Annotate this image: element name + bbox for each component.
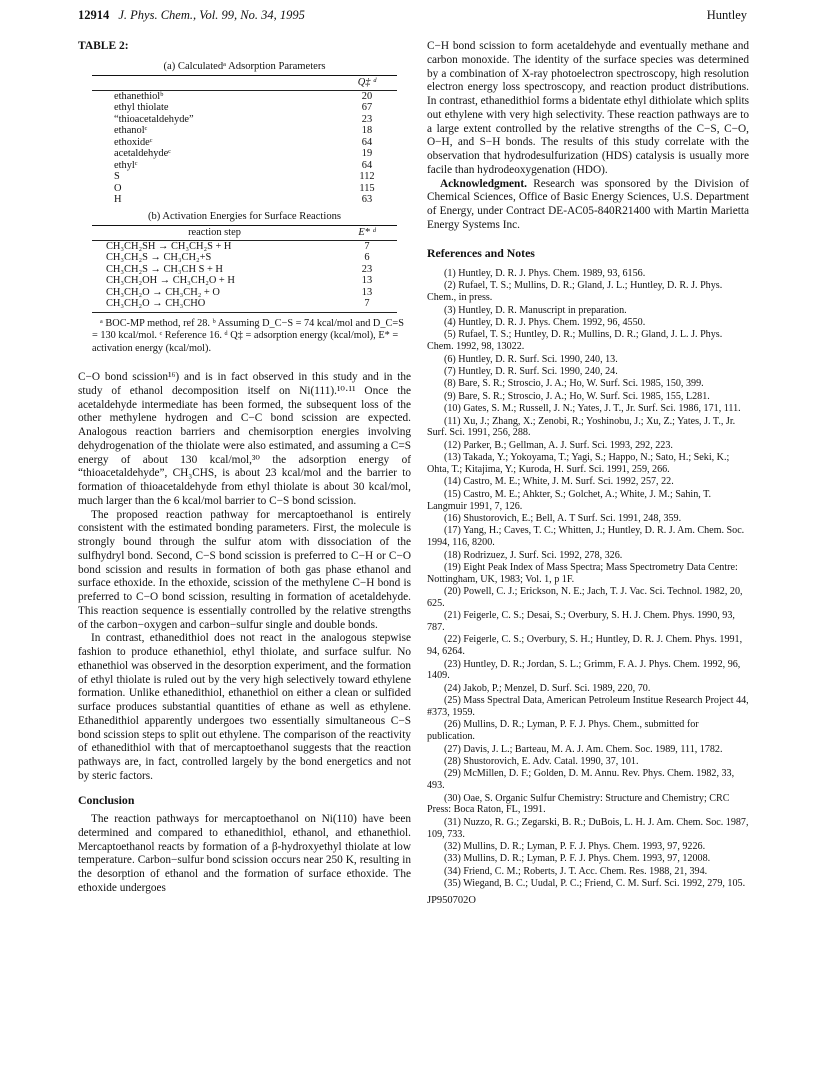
adsorption-value: 115 xyxy=(359,182,375,194)
reference-item: (14) Castro, M. E.; White, J. M. Surf. Sci. 1992, 257, 22. xyxy=(444,476,674,488)
table-row xyxy=(92,275,397,287)
paragraph: The proposed reaction pathway for mercaptoethanol is entirely consistent with the estimated bonding parameters. First, the molecule is strongly bound through the sulfur atom with dissociation of the sulfhydryl bond. Second, C−S bond scission is preferred to C−H or C−O bond scission and results in formation of both gas phase ethanol and surface ethoxide. In the ethoxide, scission of the methylene C−H bond is preferred to C−O bond scission, resulting in formation of acetaldehyde. This reaction sequence is essentially controlled by the relative strengths of the carbon−oxygen and carbon−sulfur single and double bonds. xyxy=(78,508,411,631)
column-header-q: Q‡ ᵈ xyxy=(357,77,377,89)
table-row xyxy=(92,264,397,276)
reference-item: (21) Feigerle, C. S.; Desai, S.; Overbury, S. H. J. Chem. Phys. 1990, 93, 787. xyxy=(427,610,735,634)
reference-item: (28) Shustorovich, E. Adv. Catal. 1990, 37, 101. xyxy=(444,756,639,767)
reference-item: (33) Mullins, D. R.; Lyman, P. F. J. Phys. Chem. 1993, 97, 12008. xyxy=(444,853,711,865)
reference-item: (5) Rufael, T. S.; Huntley, D. R.; Mullins, D. R.; Gland, J. L. J. Phys. Chem. 1992, 98, 13022. xyxy=(427,329,723,353)
acknowledgment-label: Acknowledgment. xyxy=(440,177,527,190)
page-header xyxy=(78,8,747,24)
species-name: ethylᶜ xyxy=(114,159,138,171)
reaction-step: CH₃CH₂S → CH₃CH S + H xyxy=(106,263,223,275)
reference-item: (11) Xu, J.; Zhang, X.; Zenobi, R.; Yoshinobu, J.; Xu, Z.; Yates, J. T., Jr. Surf. Sci. 1991, 256, 288. xyxy=(427,415,736,439)
activation-table xyxy=(92,226,397,240)
species-name: O xyxy=(114,182,122,194)
reference-item: (23) Huntley, D. R.; Jordan, S. L.; Grimm, F. A. J. Phys. Chem. 1992, 96, 1409. xyxy=(427,658,741,682)
table-row xyxy=(92,102,397,114)
paragraph: In contrast, ethanedithiol does not react in the analogous stepwise fashion to produce ethanethiol, ethyl thiolate, and surface sulfur. No ethanethiol was observed in the desorption experiment, and the formation of ethyl thiolate is ruled out by the very high selectively toward ethylene formation. Unlike ethanedithiol, ethanethiol on either a clean or sulfided surface produces substantial quantities of ethane as well as ethylene. Ethanedithiol apparently undergoes two essentially simultaneous C−S bond scission steps to split out ethylene. The comparison of the reactivity of ethanedithiol with that of mercaptoethanol suggests that the reaction pathways are, in fact, controlled largely by the bond energetics and not by steric factors. xyxy=(78,632,411,782)
species-name: ethanolᶜ xyxy=(114,125,148,137)
reference-item: (35) Wiegand, B. C.; Uudal, P. C.; Friend, C. M. Surf. Sci. 1992, 279, 105. xyxy=(444,878,746,890)
reference-item: (10) Gates, S. M.; Russell, J. N.; Yates, J. T., Jr. Surf. Sci. 1986, 171, 111. xyxy=(444,403,741,415)
table-part-b-title: (b) Activation Energies for Surface Reactions xyxy=(147,210,342,222)
journal-citation: J. Phys. Chem., Vol. 99, No. 34, 1995 xyxy=(118,8,305,22)
adsorption-value: 112 xyxy=(359,171,375,183)
reference-item: (31) Nuzzo, R. G.; Zegarski, B. R.; DuBois, L. H. J. Am. Chem. Soc. 1987, 109, 733. xyxy=(427,816,749,840)
adsorption-table xyxy=(92,76,397,90)
table-row xyxy=(92,148,397,160)
table-row xyxy=(92,137,397,149)
reference-item: (29) McMillen, D. F.; Golden, D. M. Annu. Rev. Phys. Chem. 1982, 33, 493. xyxy=(427,768,735,792)
reference-item: (19) Eight Peak Index of Mass Spectra; Mass Spectrometry Data Centre: Nottingham, UK, 1983; Vol. 1, p 1F. xyxy=(427,561,738,585)
activation-value: 13 xyxy=(361,286,373,298)
reference-item: (18) Rodrizuez, J. Surf. Sci. 1992, 278, 326. xyxy=(444,549,623,561)
reference-item: (25) Mass Spectral Data, American Petroleum Institue Research Project 44, #373, 1959. xyxy=(427,695,749,719)
table-row xyxy=(92,194,397,206)
table-row xyxy=(92,298,397,310)
reference-item: (2) Rufael, T. S.; Mullins, D. R.; Gland, J. L.; Huntley, D. R. J. Phys. Chem., in press. xyxy=(427,280,723,304)
reference-item: (27) Davis, J. L.; Barteau, M. A. J. Am. Chem. Soc. 1989, 111, 1782. xyxy=(444,743,723,755)
adsorption-value: 64 xyxy=(361,136,373,148)
table-row xyxy=(92,252,397,264)
species-name: acetaldehydeᶜ xyxy=(114,148,171,160)
activation-value: 7 xyxy=(364,240,370,252)
adsorption-value: 20 xyxy=(361,90,373,102)
body-text-left xyxy=(78,371,411,784)
species-name: ethanethiolᵇ xyxy=(114,90,164,102)
reaction-step: CH₃CH₂O → CH₃CH₂ + O xyxy=(106,286,220,298)
reference-item: (22) Feigerle, C. S.; Overbury, S. H.; Huntley, D. R. J. Chem. Phys. 1991, 94, 6264. xyxy=(427,634,743,658)
page-number: 12914 xyxy=(78,8,110,22)
running-author: Huntley xyxy=(706,8,747,22)
reaction-step: CH₃CH₂OH → CH₃CH₂O + H xyxy=(106,275,235,287)
reaction-step: CH₃CH₂O → CH₃CHO xyxy=(106,298,206,310)
table-title: TABLE 2: xyxy=(78,40,129,52)
reference-item: (26) Mullins, D. R.; Lyman, P. F. J. Phys. Chem., submitted for publication. xyxy=(427,719,699,743)
reference-item: (12) Parker, B.; Gellman, A. J. Surf. Sci. 1993, 292, 223. xyxy=(444,439,673,451)
acknowledgment xyxy=(427,178,749,233)
reaction-step: CH₃CH₂SH → CH₃CH₂S + H xyxy=(106,240,232,252)
reference-item: (16) Shustorovich, E.; Bell, A. T Surf. Sci. 1991, 248, 359. xyxy=(444,512,682,524)
references-heading: References and Notes xyxy=(427,245,535,260)
reference-item: (30) Oae, S. Organic Sulfur Chemistry: Structure and Chemistry; CRC Press: Boca Raton, FL, 1991. xyxy=(427,792,730,816)
table-row xyxy=(92,114,397,126)
table-row xyxy=(92,125,397,137)
column-header-e: E* ᵈ xyxy=(358,227,376,239)
species-name: ethoxideᶜ xyxy=(114,136,153,148)
activation-table-body xyxy=(92,241,397,310)
paragraph: C−H bond scission to form acetaldehyde and eventually methane and carbon monoxide. The identity of the surface species was determined by a combination of X-ray photoelectron spectroscopy, high resolution electron energy loss spectroscopy, and reaction product distributions. In contrast, ethanedithiol forms a bidentate ethyl dithiolate which splits out ethylene with very high selectivity. These reaction pathways are to a large extent controlled by the relative strengths of the C−S, C−O, O−H, and S−H bonds. The results of this study correlate with the observation that hydrodesulfurization (HDS) catalysis is usually more facile than hydrodeoxygenation (HDO). xyxy=(427,40,749,176)
table-rule xyxy=(92,312,397,313)
table-row xyxy=(92,287,397,299)
adsorption-value: 63 xyxy=(361,194,373,206)
adsorption-value: 19 xyxy=(361,148,373,160)
right-column xyxy=(427,40,749,908)
reference-item: (3) Huntley, D. R. Manuscript in preparation. xyxy=(444,304,627,316)
reference-item: (8) Bare, S. R.; Stroscio, J. A.; Ho, W. Surf. Sci. 1985, 150, 399. xyxy=(444,378,704,390)
column-header-step: reaction step xyxy=(188,227,241,239)
reference-item: (17) Yang, H.; Caves, T. C.; Whitten, J.; Huntley, D. R. J. Am. Chem. Soc. 1994, 116, 8200. xyxy=(427,525,745,549)
header-left xyxy=(78,8,305,23)
adsorption-value: 64 xyxy=(361,159,373,171)
adsorption-value: 67 xyxy=(361,102,373,114)
reaction-step: CH₃CH₂S → CH₃CH₂+S xyxy=(106,252,212,264)
references-list xyxy=(427,268,749,890)
species-name: “thioacetaldehyde” xyxy=(114,113,194,125)
table-row xyxy=(92,91,397,103)
reference-item: (24) Jakob, P.; Menzel, D. Surf. Sci. 1989, 220, 70. xyxy=(444,682,651,694)
activation-value: 23 xyxy=(361,263,373,275)
conclusion-heading: Conclusion xyxy=(78,792,135,807)
reference-item: (9) Bare, S. R.; Stroscio, J. A.; Ho, W. Surf. Sci. 1985, 155, L281. xyxy=(444,390,710,402)
activation-value: 6 xyxy=(364,252,370,264)
manuscript-code: JP950702O xyxy=(427,894,477,906)
species-name: ethyl thiolate xyxy=(114,102,169,114)
reference-item: (1) Huntley, D. R. J. Phys. Chem. 1989, 93, 6156. xyxy=(444,268,646,280)
table-row xyxy=(92,160,397,172)
activation-value: 7 xyxy=(364,298,370,310)
acknowledgment-text: Research was sponsored by the Division of Chemical Sciences, Office of Basic Energy Sciences, U.S. Department of Energy, under Contract DE-AC05-840R21400 with Martin Marietta Energy Systems Inc. xyxy=(427,177,749,231)
species-name: S xyxy=(114,171,120,183)
reference-item: (13) Takada, Y.; Yokoyama, T.; Yagi, S.; Happo, N.; Sato, H.; Seki, K.; Ohta, T.; Kitajima, Y.; Kuroda, H. Surf. Sci. 1991, 259, 266. xyxy=(427,452,730,475)
conclusion-text: The reaction pathways for mercaptoethanol on Ni(110) have been determined and compared to ethanedithiol, ethanol, and ethanethiol. Mercaptoethanol reacts by formation of a β-hydroxyethyl thiolate at low temperature. Carbon−sulfur bond scission occurs near 250 K, resulting in the desorption of ethanol and the formation of surface ethoxide. The ethoxide undergoes xyxy=(78,813,411,894)
table-part-a-title: (a) Calculatedᵃ Adsorption Parameters xyxy=(163,60,326,72)
species-name: H xyxy=(114,194,122,206)
reference-item: (15) Castro, M. E.; Ahkter, S.; Golchet, A.; White, J. M.; Sahin, T. Langmuir 1991, 7, 126. xyxy=(427,488,712,512)
reference-item: (4) Huntley, D. R. J. Phys. Chem. 1992, 96, 4550. xyxy=(444,317,646,329)
table-row xyxy=(92,241,397,253)
paragraph: C−O bond scission¹⁶) and is in fact observed in this study and in the study of ethanol decomposition itself on Ni(111).¹⁰·¹¹ Once the acetaldehyde intermediate has been formed, the subsequent loss of the other methylene hydrogen and C−C bond scission are expected. Analogous reaction barriers and chemisorption energies involving dehydrogenation of the thiolate were also estimated, and assuming a C=S energy of about 130 kcal/mol,³⁰ the adsorption energy of “thioacetaldehyde”, CH₃CHS, is about 23 kcal/mol and the barrier to formation of thioacetaldehyde from ethyl thiolate is about 30 kcal/mol, much larger than the 6 kcal/mol barrier to C−S bond scission. xyxy=(78,371,411,507)
reference-item: (7) Huntley, D. R. Surf. Sci. 1990, 240, 24. xyxy=(444,366,618,378)
table-footnote: ᵃ BOC-MP method, ref 28. ᵇ Assuming D_C−S = 74 kcal/mol and D_C=S = 130 kcal/mol. ᶜ Reference 16. ᵈ Q‡ = adsorption energy (kcal/mol), E* = activation energy (kcal/mol). xyxy=(92,317,404,354)
table-row xyxy=(92,171,397,183)
left-column xyxy=(78,40,411,896)
reference-item: (20) Powell, C. J.; Erickson, N. E.; Jach, T. J. Vac. Sci. Technol. 1982, 20, 625. xyxy=(427,586,743,609)
reference-item: (32) Mullins, D. R.; Lyman, P. F. J. Phys. Chem. 1993, 97, 9226. xyxy=(444,840,706,852)
reference-item: (34) Friend, C. M.; Roberts, J. T. Acc. Chem. Res. 1988, 21, 394. xyxy=(444,865,708,877)
adsorption-table-body xyxy=(92,91,397,206)
adsorption-value: 18 xyxy=(361,125,373,137)
table-row xyxy=(92,183,397,195)
reference-item: (6) Huntley, D. R. Surf. Sci. 1990, 240, 13. xyxy=(444,353,618,365)
adsorption-value: 23 xyxy=(361,113,373,125)
activation-value: 13 xyxy=(361,275,373,287)
